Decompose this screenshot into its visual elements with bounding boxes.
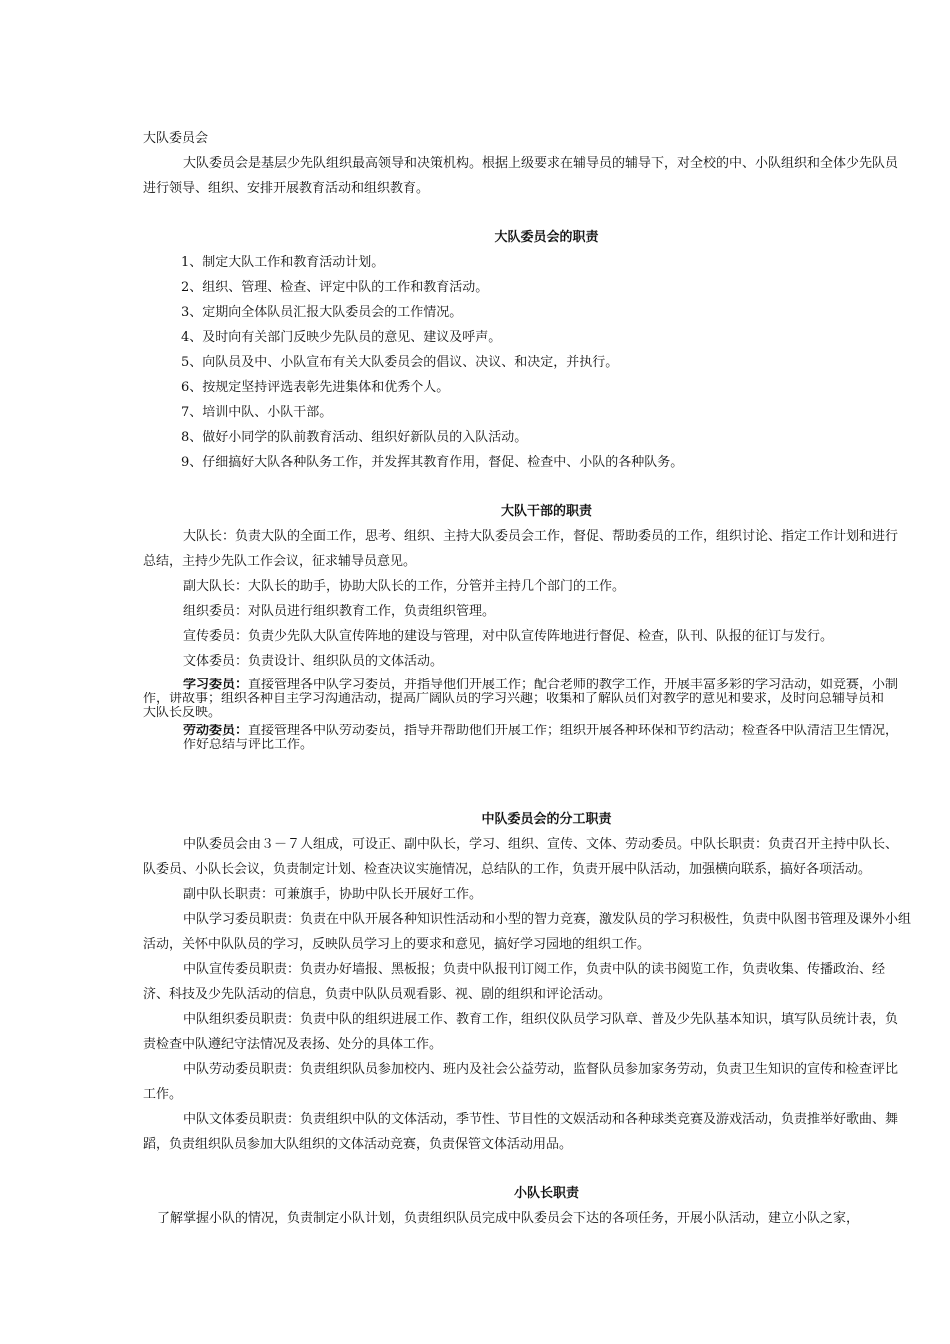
role-label: 学习委员：	[183, 678, 249, 692]
list-item: 6、按规定坚持评选表彰先进集体和优秀个人。	[181, 380, 450, 395]
list-item: 1、制定大队工作和教育活动计划。	[181, 255, 385, 270]
list-item: 3、定期向全体队员汇报大队委员会的工作情况。	[181, 305, 463, 320]
section-title: 大队委员会	[143, 131, 209, 146]
role-label: 劳动委员：	[183, 724, 249, 738]
body-text: 大队长反映。	[143, 706, 222, 720]
study-committee-block	[143, 678, 950, 720]
body-text: 活动，关怀中队队员的学习，反映队员学习上的要求和意见，搞好学习园地的组织工作。	[143, 937, 651, 952]
body-text: 蹈，负责组织队员参加大队组织的文体活动竞赛，负责保管文体活动用品。	[143, 1137, 573, 1152]
body-text: 作，讲故事；组织各种自主学习沟通活动，提高广阔队员的学习兴趣；收集和了解队员们对教学的意见和要求，及时向总辅导员和	[143, 692, 885, 706]
body-text: 组织委员：对队员进行组织教育工作，负责组织管理。	[183, 604, 496, 619]
list-item: 5、向队员及中、小队宣布有关大队委员会的倡议、决议、和决定，并执行。	[181, 355, 619, 370]
list-item: 4、及时向有关部门反映少先队员的意见、建议及呼声。	[181, 330, 502, 345]
body-text: 中队宣传委员职责：负责办好墙报、黑板报；负责中队报刊订阅工作，负责中队的读书阅览工作，负责收集、传播政治、经	[183, 962, 886, 977]
body-text: 副大队长：大队长的助手，协助大队长的工作，分管并主持几个部门的工作。	[183, 579, 626, 594]
list-item: 9、仔细搞好大队各种队务工作，并发挥其教育作用，督促、检查中、小队的各种队务。	[181, 455, 684, 470]
body-text: 大队长：负责大队的全面工作，思考、组织、主持大队委员会工作，督促、帮助委员的工作，组织讨论、指定工作计划和进行	[183, 529, 899, 544]
section-heading: 大队干部的职责	[500, 504, 592, 519]
body-text: 劳动委员：直接管理各中队劳动委员，指导并帮助他们开展工作；组织开展各种环保和节约活动；检查各中队清洁卫生情况，	[183, 724, 899, 738]
body-text: 工作。	[143, 1087, 183, 1102]
document-page	[143, 126, 950, 1231]
list-item: 2、组织、管理、检查、评定中队的工作和教育活动。	[181, 280, 489, 295]
body-text: 宣传委员：负责少先队大队宣传阵地的建设与管理，对中队宣传阵地进行督促、检查，队刊、队报的征订与发行。	[183, 629, 834, 644]
body-text: 总结，主持少先队工作会议，征求辅导员意见。	[143, 554, 417, 569]
body-text: 进行领导、组织、安排开展教育活动和组织教育。	[143, 181, 430, 196]
body-text: 中队文体委员职责：负责组织中队的文体活动，季节性、节目性的文娱活动和各种球类竞赛及游戏活动，负责推举好歌曲、舞	[183, 1112, 899, 1127]
list-item: 7、培训中队、小队干部。	[181, 405, 333, 420]
body-text: 大队委员会是基层少先队组织最高领导和决策机构。根据上级要求在辅导员的辅导下，对全校的中、小队组织和全体少先队员	[183, 156, 899, 171]
section-heading: 大队委员会的职责	[494, 230, 599, 245]
body-text: 队委员、小队长会议，负责制定计划、检查决议实施情况，总结队的工作，负责开展中队活动，加强横向联系，搞好各项活动。	[143, 862, 872, 877]
body-text: 责检查中队遵纪守法情况及表扬、处分的具体工作。	[143, 1037, 443, 1052]
body-text: 了解掌握小队的情况，负责制定小队计划，负责组织队员完成中队委员会下达的各项任务，开展小队活动，建立小队之家，	[157, 1211, 860, 1226]
body-text: 中队学习委员职责：负责在中队开展各种知识性活动和小型的智力竞赛，激发队员的学习积极性，负责中队图书管理及课外小组	[183, 912, 912, 927]
body-text: 副中队长职责：可兼旗手，协助中队长开展好工作。	[183, 887, 483, 902]
labor-committee-block	[143, 724, 950, 752]
list-item: 8、做好小同学的队前教育活动、组织好新队员的入队活动。	[181, 430, 528, 445]
body-text: 作好总结与评比工作。	[183, 738, 314, 752]
section-heading: 中队委员会的分工职责	[481, 812, 612, 827]
body-text: 中队劳动委员职责：负责组织队员参加校内、班内及社会公益劳动，监督队员参加家务劳动，负责卫生知识的宣传和检查评比	[183, 1062, 899, 1077]
body-text: 中队委员会由３－７人组成，可设正、副中队长，学习、组织、宣传、文体、劳动委员。中队长职责：负责召开主持中队长、	[183, 837, 899, 852]
body-text: 学习委员：直接管理各中队学习委员，并指导他们开展工作；配合老师的教学工作，开展丰富多彩的学习活动，如竞赛，小制	[183, 678, 899, 692]
body-text: 文体委员：负责设计、组织队员的文体活动。	[183, 654, 444, 669]
section-heading: 小队长职责	[513, 1186, 579, 1201]
body-text: 中队组织委员职责：负责中队的组织进展工作、教育工作，组织仪队员学习队章、普及少先队基本知识，填写队员统计表，负	[183, 1012, 899, 1027]
body-text: 济、科技及少先队活动的信息，负责中队队员观看影、视、剧的组织和评论活动。	[143, 987, 612, 1002]
